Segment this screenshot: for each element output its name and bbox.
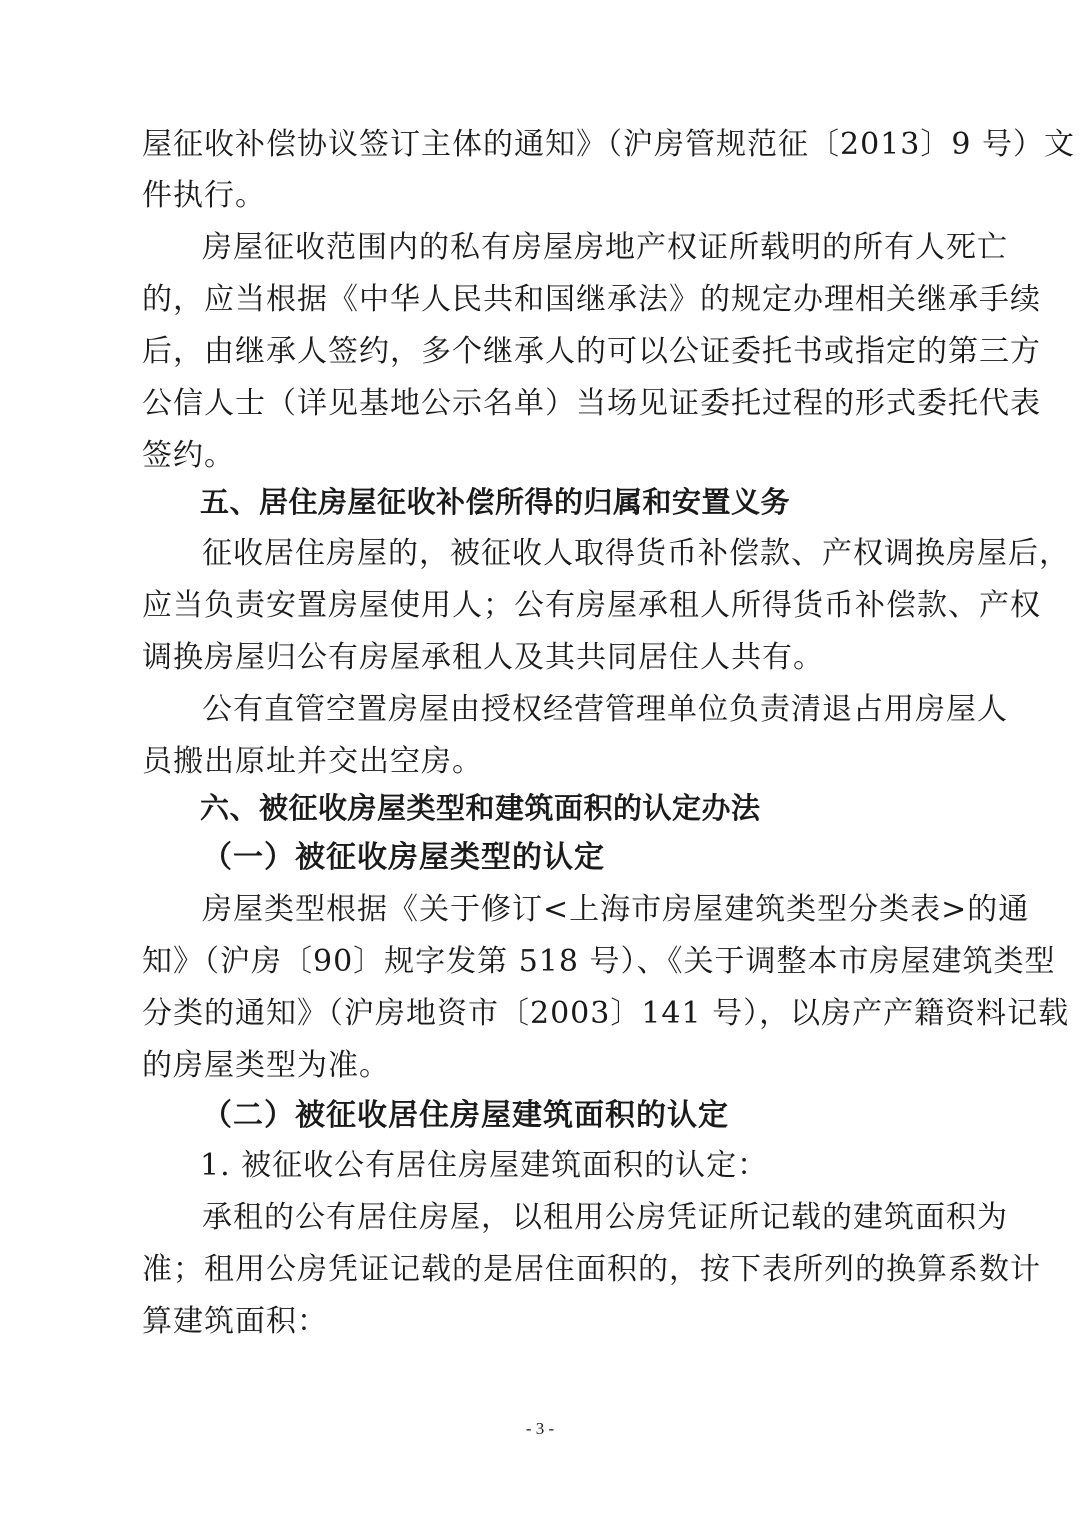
paragraph-line: 件执行。 bbox=[142, 178, 266, 213]
section-heading-5: 五、居住房屋征收补偿所得的归属和安置义务 bbox=[200, 485, 791, 519]
paragraph-line: 应当负责安置房屋使用人；公有房屋承租人所得货币补偿款、产权 bbox=[142, 588, 1041, 623]
section-heading-6: 六、被征收房屋类型和建筑面积的认定办法 bbox=[200, 791, 761, 825]
subsection-heading-2: （二）被征收居住房屋建筑面积的认定 bbox=[202, 1098, 729, 1133]
paragraph-line: 的房屋类型为准。 bbox=[142, 1048, 390, 1083]
paragraph-line: 签约。 bbox=[142, 438, 235, 473]
paragraph-line: 房屋类型根据《关于修订<上海市房屋建筑类型分类表>的通 bbox=[202, 892, 1030, 927]
paragraph-line: 承租的公有居住房屋，以租用公房凭证所记载的建筑面积为 bbox=[202, 1200, 1008, 1235]
paragraph-line: 公有直管空置房屋由授权经营管理单位负责清退占用房屋人 bbox=[202, 692, 1008, 727]
paragraph-line: 屋征收补偿协议签订主体的通知》（沪房管规范征〔2013〕9 号）文 bbox=[142, 127, 1075, 162]
subsection-heading-1: （一）被征收房屋类型的认定 bbox=[202, 840, 605, 875]
numbered-item-1: 1. 被征收公有居住房屋建筑面积的认定： bbox=[200, 1148, 769, 1183]
paragraph-line: 公信人士（详见基地公示名单）当场见证委托过程的形式委托代表 bbox=[142, 386, 1041, 421]
paragraph-line: 员搬出原址并交出空房。 bbox=[142, 744, 483, 779]
paragraph-line: 准；租用公房凭证记载的是居住面积的，按下表所列的换算系数计 bbox=[142, 1252, 1041, 1287]
paragraph-line: 调换房屋归公有房屋承租人及其共同居住人共有。 bbox=[142, 640, 824, 675]
paragraph-line: 房屋征收范围内的私有房屋房地产权证所载明的所有人死亡 bbox=[202, 230, 1008, 265]
paragraph-line: 算建筑面积： bbox=[142, 1304, 328, 1339]
paragraph-line: 分类的通知》（沪房地资市〔2003〕141 号），以房产产籍资料记载 bbox=[142, 996, 1070, 1031]
page-number: - 3 - bbox=[525, 1419, 555, 1438]
paragraph-line: 知》（沪房〔90〕规字发第 518 号）、《关于调整本市房屋建筑类型 bbox=[142, 944, 1056, 979]
paragraph-line: 后，由继承人签约，多个继承人的可以公证委托书或指定的第三方 bbox=[142, 334, 1041, 369]
paragraph-line: 征收居住房屋的，被征收人取得货币补偿款、产权调换房屋后， bbox=[202, 536, 1070, 571]
paragraph-line: 的，应当根据《中华人民共和国继承法》的规定办理相关继承手续 bbox=[142, 282, 1041, 317]
